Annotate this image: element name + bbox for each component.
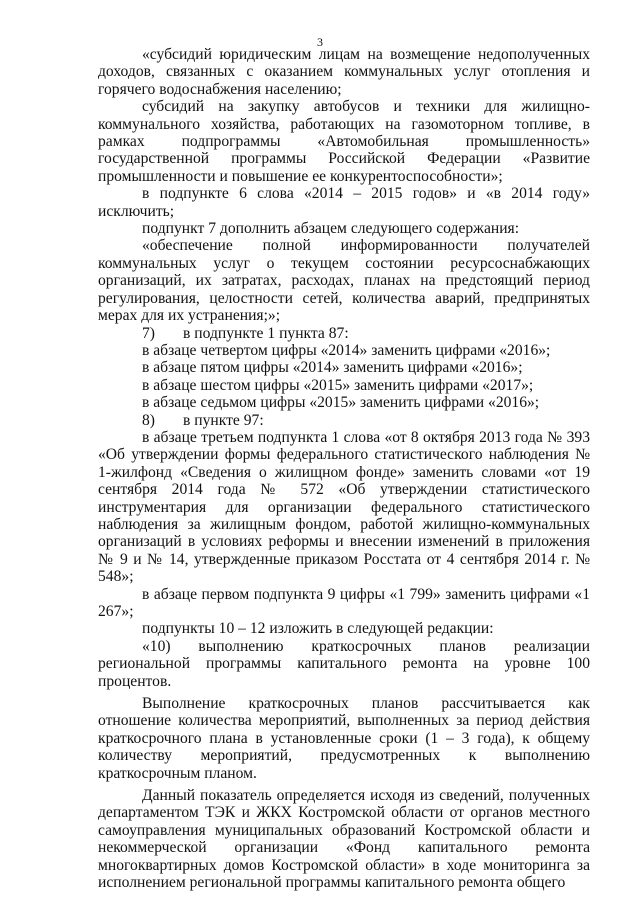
paragraph: Данный показатель определяется исходя из сведений, полученных департаментом ТЭК и ЖКХ Костромской области от органов местного самоуправления муниципальных образований Костромской области и некоммерческой организации «Фонд капитального ремонта многоквартирных домов Костромской области» в ходе мониторинга за исполнением региональной программы капитального ремонта общего — [98, 787, 590, 892]
paragraph: в абзаце шестом цифры «2015» заменить цифрами «2017»; — [142, 376, 534, 394]
paragraph: «обеспечение полной информированности получателей коммунальных услуг о текущем состоянии ресурсоснабжающих организаций, их затратах, расходах, планах на предстоящий период регулирования, целостности сетей, количества аварий, предпринятых мерах для их устранения;»; — [98, 237, 590, 325]
paragraph: в абзаце пятом цифры «2014» заменить цифрами «2016»; — [142, 359, 523, 377]
item-number: 7) — [142, 324, 155, 342]
paragraph: в абзаце третьем подпункта 1 слова «от 8 октября 2013 года № 393 «Об утверждении формы федерального статистического наблюдения № 1-жилфонд «Сведения о жилищном фонде» заменить словами «от 19 сентября 2014 года № 572 «Об утверждении статистического инструментария для организации федерального статистического наблюдения за жилищным фондом, работой жилищно-коммунальных организаций в условиях реформы и внесении изменений в приложения № 9 и № 14, утвержденные приказом Росстата от 4 сентября 2014 г. № 548»; — [98, 428, 590, 586]
paragraph: подпункт 7 дополнить абзацем следующего содержания: — [142, 220, 520, 238]
paragraph: в абзаце четвертом цифры «2014» заменить цифрами «2016»; — [142, 341, 551, 359]
paragraph: в подпункте 6 слова «2014 – 2015 годов» и «в 2014 году» исключить; — [98, 185, 590, 220]
paragraph: «10) выполнению краткосрочных планов реализации региональной программы капитального ремонта на уровне 100 процентов. — [98, 637, 590, 690]
paragraph: в абзаце седьмом цифры «2015» заменить цифрами «2016»; — [142, 394, 540, 412]
list-item-7 — [98, 325, 590, 342]
paragraph: «субсидий юридическим лицам на возмещение недополученных доходов, связанных с оказанием коммунальных услуг отопления и горячего водоснабжения населению; — [98, 46, 590, 98]
page-number: 3 — [317, 35, 323, 49]
paragraph: Выполнение краткосрочных планов рассчитывается как отношение количества мероприятий, выполненных за период действия краткосрочного плана в установленные сроки (1 – 3 года), к общему количеству мероприятий, предусмотренных к выполнению краткосрочным планом. — [98, 695, 590, 782]
item-text: в пункте 97: — [183, 411, 264, 429]
document-body — [98, 46, 590, 892]
item-number: 8) — [142, 411, 155, 429]
list-item-8 — [98, 412, 590, 429]
paragraph: подпункты 10 – 12 изложить в следующей редакции: — [142, 620, 494, 638]
item-text: в подпункте 1 пункта 87: — [183, 324, 349, 342]
paragraph: субсидий на закупку автобусов и техники для жилищно-коммунального хозяйства, работающих на газомоторном топливе, в рамках подпрограммы «Автомобильная промышленность» государственной программы Российской Федерации «Развитие промышленности и повышение ее конкурентоспособности»; — [98, 98, 590, 185]
paragraph: в абзаце первом подпункта 9 цифры «1 799» заменить цифрами «1 267»; — [98, 585, 590, 620]
